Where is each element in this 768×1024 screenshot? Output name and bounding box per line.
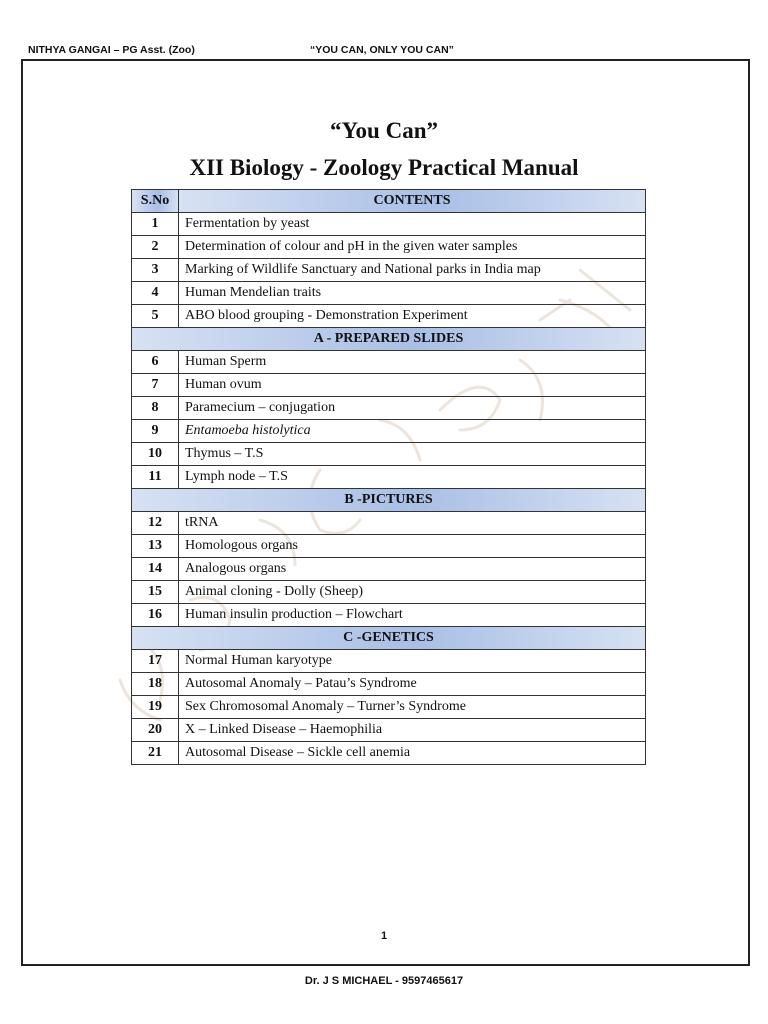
row-title: Marking of Wildlife Sanctuary and National parks in India map xyxy=(179,259,646,282)
row-title: Human ovum xyxy=(179,374,646,397)
row-number: 14 xyxy=(132,558,179,581)
row-number: 17 xyxy=(132,650,179,673)
row-number: 4 xyxy=(132,282,179,305)
row-title: Sex Chromosomal Anomaly – Turner’s Syndrome xyxy=(179,696,646,719)
table-row xyxy=(132,742,646,765)
contents-body xyxy=(132,213,646,765)
row-number: 15 xyxy=(132,581,179,604)
row-title: Normal Human karyotype xyxy=(179,650,646,673)
table-row xyxy=(132,581,646,604)
table-row xyxy=(132,282,646,305)
row-number: 21 xyxy=(132,742,179,765)
row-number: 8 xyxy=(132,397,179,420)
row-title: Entamoeba histolytica xyxy=(179,420,646,443)
header-author: NITHYA GANGAI – PG Asst. (Zoo) xyxy=(28,44,195,56)
page-header xyxy=(22,44,750,58)
row-number: 13 xyxy=(132,535,179,558)
row-number: 3 xyxy=(132,259,179,282)
row-number: 10 xyxy=(132,443,179,466)
row-title: Homologous organs xyxy=(179,535,646,558)
contents-table xyxy=(131,189,646,765)
column-header-contents: CONTENTS xyxy=(179,190,646,213)
table-row xyxy=(132,719,646,742)
row-number: 16 xyxy=(132,604,179,627)
manual-title: XII Biology - Zoology Practical Manual xyxy=(189,155,579,180)
row-title: Animal cloning - Dolly (Sheep) xyxy=(179,581,646,604)
row-number: 12 xyxy=(132,512,179,535)
table-row xyxy=(132,696,646,719)
table-row xyxy=(132,420,646,443)
section-title: C -GENETICS xyxy=(132,627,646,650)
table-row xyxy=(132,604,646,627)
row-title: Human insulin production – Flowchart xyxy=(179,604,646,627)
section-title: A - PREPARED SLIDES xyxy=(132,328,646,351)
page-footer: Dr. J S MICHAEL - 9597465617 xyxy=(304,975,464,987)
table-row xyxy=(132,512,646,535)
section-header-row xyxy=(132,489,646,512)
row-title: Analogous organs xyxy=(179,558,646,581)
section-title: B -PICTURES xyxy=(132,489,646,512)
row-title: tRNA xyxy=(179,512,646,535)
row-number: 1 xyxy=(132,213,179,236)
table-row xyxy=(132,236,646,259)
title-you-can: “You Can” xyxy=(329,118,438,143)
section-header-row xyxy=(132,328,646,351)
row-number: 6 xyxy=(132,351,179,374)
table-row xyxy=(132,443,646,466)
table-row xyxy=(132,650,646,673)
row-number: 20 xyxy=(132,719,179,742)
table-row xyxy=(132,305,646,328)
table-row xyxy=(132,466,646,489)
table-row xyxy=(132,259,646,282)
row-title: Fermentation by yeast xyxy=(179,213,646,236)
table-row xyxy=(132,397,646,420)
table-row xyxy=(132,351,646,374)
row-title: Thymus – T.S xyxy=(179,443,646,466)
row-title: Human Sperm xyxy=(179,351,646,374)
row-number: 2 xyxy=(132,236,179,259)
page-number: 1 xyxy=(380,930,388,942)
row-number: 11 xyxy=(132,466,179,489)
row-title: Human Mendelian traits xyxy=(179,282,646,305)
row-title: X – Linked Disease – Haemophilia xyxy=(179,719,646,742)
row-number: 19 xyxy=(132,696,179,719)
row-title: Autosomal Anomaly – Patau’s Syndrome xyxy=(179,673,646,696)
table-row xyxy=(132,535,646,558)
row-title: Determination of colour and pH in the given water samples xyxy=(179,236,646,259)
row-number: 9 xyxy=(132,420,179,443)
table-row xyxy=(132,558,646,581)
row-title: Paramecium – conjugation xyxy=(179,397,646,420)
row-title: Autosomal Disease – Sickle cell anemia xyxy=(179,742,646,765)
row-number: 18 xyxy=(132,673,179,696)
header-motto: “YOU CAN, ONLY YOU CAN” xyxy=(310,44,454,56)
table-header-row xyxy=(132,190,646,213)
row-number: 7 xyxy=(132,374,179,397)
column-header-sno: S.No xyxy=(132,190,179,213)
table-row xyxy=(132,374,646,397)
row-title: ABO blood grouping - Demonstration Experiment xyxy=(179,305,646,328)
row-number: 5 xyxy=(132,305,179,328)
row-title: Lymph node – T.S xyxy=(179,466,646,489)
section-header-row xyxy=(132,627,646,650)
table-row xyxy=(132,213,646,236)
table-row xyxy=(132,673,646,696)
